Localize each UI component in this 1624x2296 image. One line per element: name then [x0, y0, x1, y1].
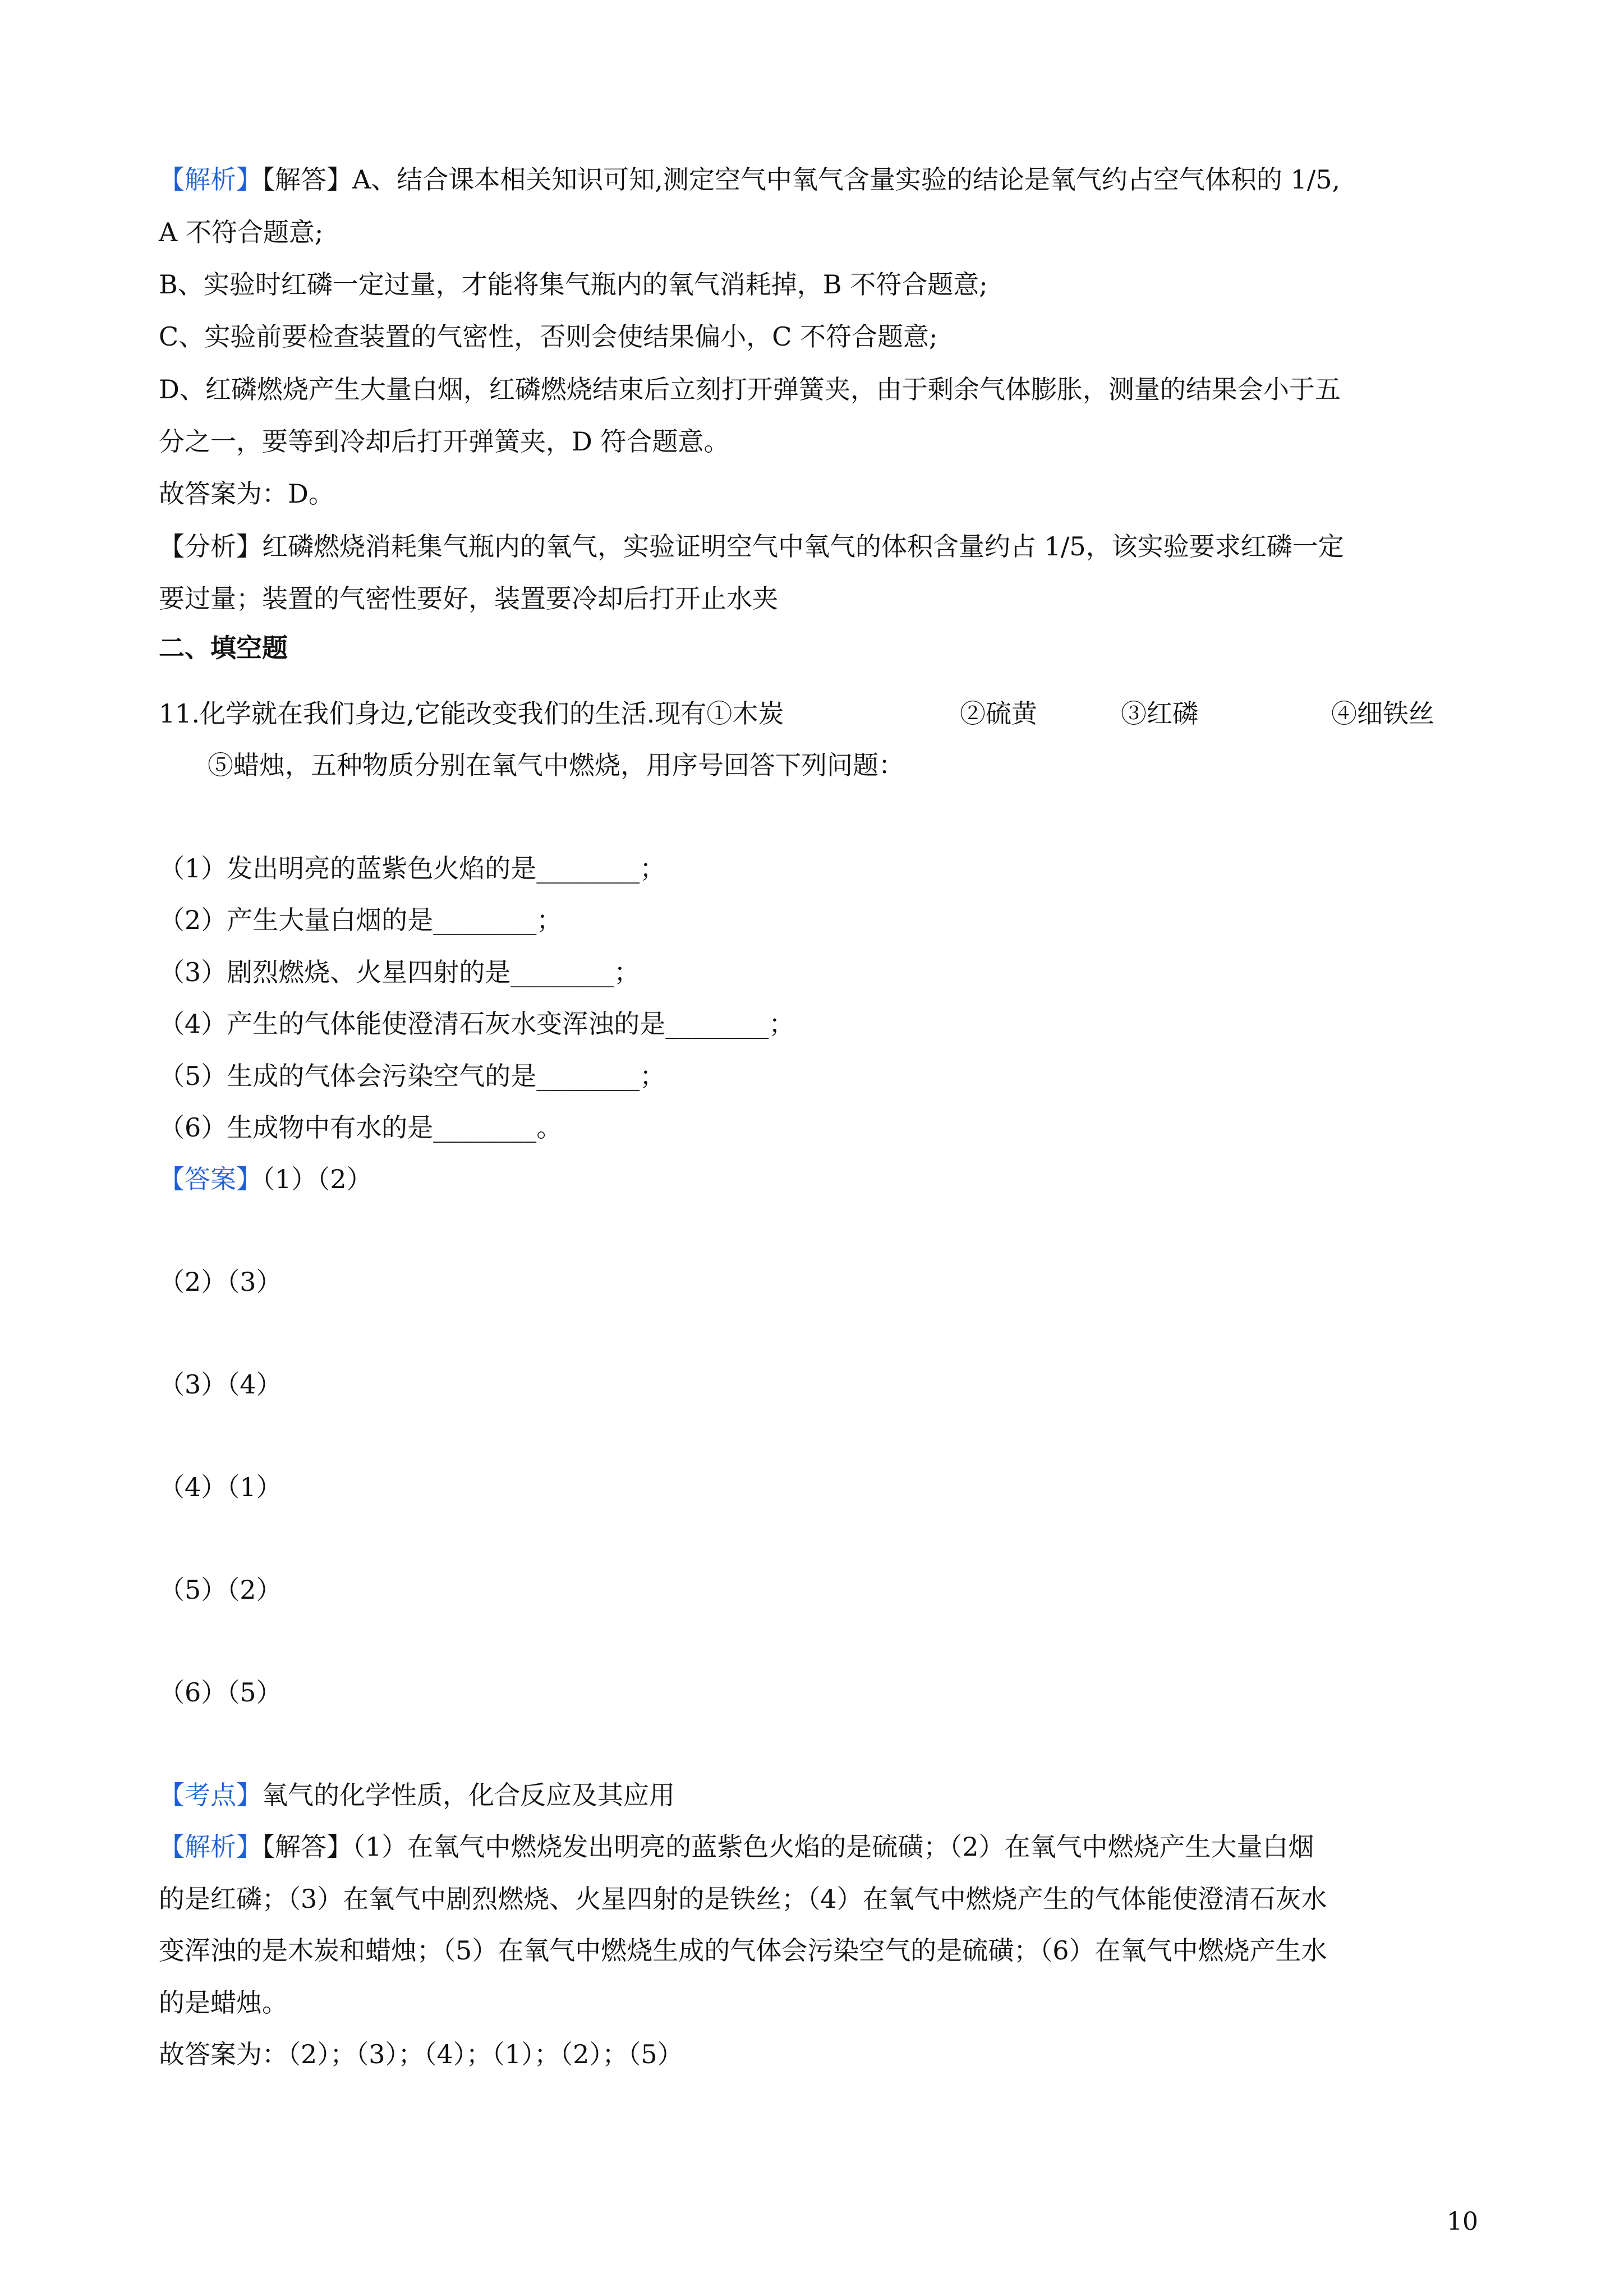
- q11-stem-line-1: [159, 697, 1434, 730]
- answer-tag: 【答案】: [159, 1164, 262, 1194]
- q11-jiexi-line-3: 变浑浊的是木炭和蜡烛；（5）在氧气中燃烧生成的气体会污染空气的是硫磺；（6）在氧气中燃烧产生水: [159, 1935, 1327, 1966]
- q11-answer-line-1: [159, 1162, 372, 1196]
- answer-item: （6）（5）: [159, 1677, 282, 1708]
- q11-item-2: ②硫黄: [960, 698, 1037, 729]
- q11-subquestion: （1）发出明亮的蓝紫色火焰的是________；: [159, 853, 666, 884]
- q11-jiexi-line-2: 的是红磷；（3）在氧气中剧烈燃烧、火星四射的是铁丝；（4）在氧气中燃烧产生的气体能使澄清石灰水: [159, 1884, 1327, 1914]
- jiexi-tag: 【解析】: [159, 164, 262, 195]
- q10-jiexi-line-6: 分之一，要等到冷却后打开弹簧夹，D 符合题意。: [159, 426, 730, 457]
- answer-item: （4）（1）: [159, 1472, 282, 1502]
- kaodian-text: 氧气的化学性质，化合反应及其应用: [262, 1780, 675, 1810]
- jiexi-text: 【解答】（1）在氧气中燃烧发出明亮的蓝紫色火焰的是硫磺；（2）在氧气中燃烧产生大量白烟: [262, 1832, 1314, 1862]
- answer-item: （1）（2）: [262, 1164, 372, 1194]
- answer-item: （5）（2）: [159, 1575, 282, 1605]
- q11-jiexi-line-4: 的是蜡烛。: [159, 1987, 288, 2018]
- q11-subquestion: （5）生成的气体会污染空气的是________；: [159, 1061, 666, 1091]
- q10-jiexi-line-5: D、红磷燃烧产生大量白烟，红磷燃烧结束后立刻打开弹簧夹，由于剩余气体膨胀，测量的结果会小于五: [159, 374, 1341, 404]
- q11-kaodian: [159, 1778, 675, 1812]
- q11-item-3: ③红磷: [1121, 698, 1198, 729]
- q11-stem-part1: 11.化学就在我们身边,它能改变我们的生活.现有①木炭: [159, 698, 784, 729]
- q11-subquestion: （6）生成物中有水的是________。: [159, 1112, 563, 1143]
- q11-subquestion: （4）产生的气体能使澄清石灰水变浑浊的是________；: [159, 1009, 795, 1039]
- q10-answer-line: 故答案为：D。: [159, 478, 334, 509]
- section-heading: 二、填空题: [159, 633, 288, 663]
- q10-fenxi-line-1: 【分析】红磷燃烧消耗集气瓶内的氧气，实验证明空气中氧气的体积含量约占 1/5，该实验要求红磷一定: [159, 531, 1344, 562]
- q10-jiexi-line-4: C、实验前要检查装置的气密性，否则会使结果偏小，C 不符合题意;: [159, 321, 938, 352]
- q10-fenxi-line-2: 要过量；装置的气密性要好，装置要冷却后打开止水夹: [159, 583, 778, 614]
- q11-jiexi-line-1: [159, 1830, 1314, 1864]
- q11-subquestion: （3）剧烈燃烧、火星四射的是________；: [159, 957, 640, 987]
- q10-jiexi-line-3: B、实验时红磷一定过量，才能将集气瓶内的氧气消耗掉，B 不符合题意;: [159, 269, 988, 300]
- page-number: 10: [1447, 2207, 1478, 2236]
- q11-subquestion: （2）产生大量白烟的是________；: [159, 905, 563, 935]
- answer-item: （2）（3）: [159, 1267, 282, 1297]
- q11-stem-line-2: ⑤蜡烛，五种物质分别在氧气中燃烧，用序号回答下列问题：: [208, 750, 904, 780]
- jiexi-text: 【解答】A、结合课本相关知识可知,测定空气中氧气含量实验的结论是氧气约占空气体积的 1/5,: [262, 164, 1341, 195]
- q10-jiexi-line-2: A 不符合题意;: [159, 217, 324, 247]
- jiexi-tag: 【解析】: [159, 1832, 262, 1862]
- kaodian-tag: 【考点】: [159, 1780, 262, 1810]
- q11-item-4: ④细铁丝: [1331, 698, 1434, 729]
- q11-final-answer: 故答案为：（2）；（3）；（4）；（1）；（2）；（5）: [159, 2039, 683, 2069]
- answer-item: （3）（4）: [159, 1369, 282, 1400]
- q10-jiexi-line-1: [159, 163, 1340, 196]
